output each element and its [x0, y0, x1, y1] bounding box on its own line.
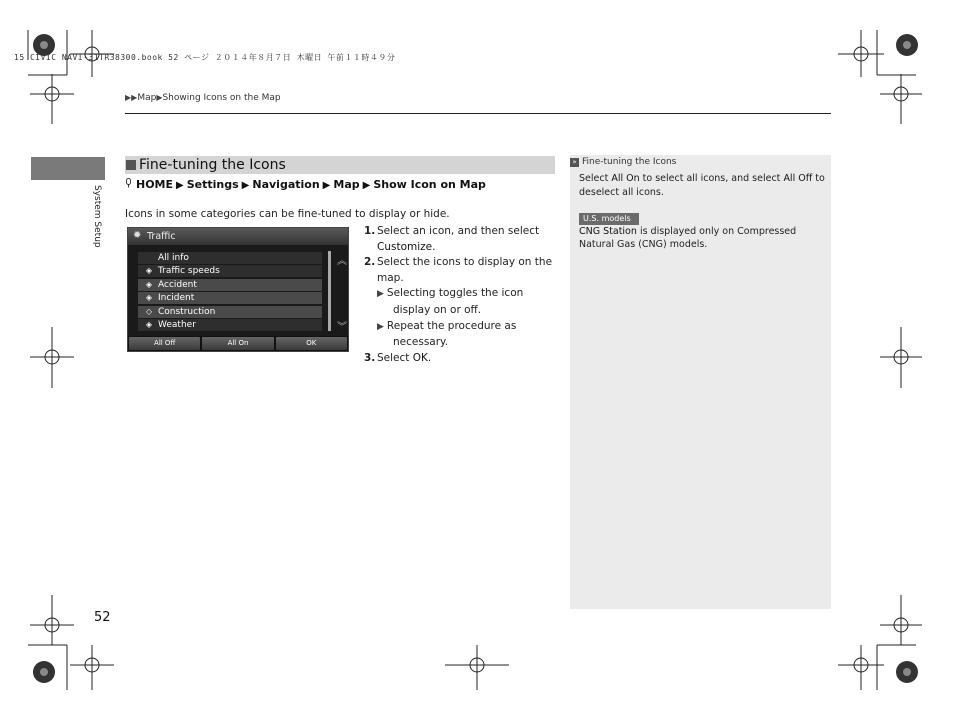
- nav-navigation: Navigation: [252, 178, 320, 191]
- side-note: [570, 155, 831, 609]
- list-item-construction[interactable]: ◇ Construction: [138, 306, 322, 318]
- scrollbar[interactable]: [328, 251, 331, 331]
- intro-text: Icons in some categories can be fine-tuned to display or hide.: [125, 208, 450, 220]
- nav-separator-icon: ▶: [362, 180, 371, 191]
- diamond-icon: ◈: [145, 293, 153, 302]
- breadcrumb-separator-icon: ▶: [156, 93, 163, 102]
- gear-icon: ✹: [133, 230, 142, 241]
- note-paragraph-1: Select All On to select all icons, and select All Off to deselect all icons.: [579, 173, 825, 198]
- all-on-button[interactable]: All On: [202, 337, 273, 350]
- customize-value: Customize: [377, 240, 433, 253]
- step-2-sub-1: ▶ Selecting toggles the icon: [377, 287, 524, 300]
- section-title: Fine-tuning the Icons: [139, 157, 286, 173]
- step-1: 1. Select an icon, and then select: [364, 225, 540, 237]
- square-icon: [126, 160, 136, 170]
- nav-path: [125, 178, 486, 191]
- side-label: System Setup: [92, 185, 102, 248]
- section-heading: [125, 156, 555, 174]
- voice-command-icon: [125, 178, 132, 191]
- nav-separator-icon: ▶: [176, 180, 184, 191]
- list-item-accident[interactable]: ◈ Accident: [138, 279, 322, 291]
- nav-separator-icon: ▶: [322, 180, 331, 191]
- step-3: 3. Select OK.: [364, 351, 432, 364]
- screen-header: [128, 228, 348, 245]
- scroll-down-icon[interactable]: ︾: [337, 322, 347, 333]
- nav-show-icon: Show Icon on Map: [373, 178, 486, 191]
- breadcrumb-arrows: ▶▶: [125, 93, 138, 102]
- step-2: 2. Select the icons to display on the: [364, 256, 553, 269]
- breadcrumb: [125, 93, 281, 103]
- scroll-up-icon[interactable]: ︽: [337, 256, 347, 267]
- breadcrumb-item-map[interactable]: Map: [137, 93, 157, 103]
- diamond-icon: ◈: [145, 320, 153, 329]
- sub-bullet-icon: ▶: [377, 321, 384, 332]
- list-item-weather[interactable]: ◈ Weather: [138, 319, 322, 331]
- list-item-incident[interactable]: ◈ Incident: [138, 292, 322, 304]
- nav-settings: Settings: [186, 178, 239, 191]
- note-icon: »: [570, 158, 579, 167]
- nav-separator-icon: ▶: [241, 180, 250, 191]
- nav-map: Map: [333, 178, 360, 191]
- note-heading: » Fine-tuning the Icons: [570, 157, 676, 167]
- diamond-icon: ◈: [145, 280, 153, 289]
- print-header: 15 CIVIC NAVI-31TR38300.book 52 ページ ２０１４年８月７日 木曜日 午前１１時４９分: [14, 53, 396, 62]
- side-tab: [31, 157, 105, 180]
- screen-title: Traffic: [147, 231, 176, 242]
- note-paragraph-2: CNG Station is displayed only on Compressed Natural Gas (CNG) models.: [579, 226, 797, 250]
- all-off-button[interactable]: All Off: [129, 337, 200, 350]
- nav-home: HOME: [136, 178, 174, 191]
- steps-list: 1. Select an icon, and then select Customize. 2. Select the icons to display on the map. ▶ Selecting toggles the icon display on or off. ▶ Repeat the procedure as necessary. 3. Select OK.: [364, 224, 554, 366]
- top-rule: [125, 113, 831, 114]
- construction-icon: ◇: [145, 307, 153, 316]
- step-2-sub-2: ▶ Repeat the procedure as: [377, 319, 517, 332]
- page-number: 52: [94, 610, 111, 625]
- breadcrumb-item-showing-icons[interactable]: Showing Icons on the Map: [162, 93, 281, 103]
- sub-bullet-icon: ▶: [377, 289, 384, 300]
- list-item-all-info[interactable]: All info: [138, 252, 322, 264]
- diamond-icon: ◈: [145, 266, 153, 275]
- screen-footer: [128, 336, 348, 351]
- ok-button[interactable]: OK: [276, 337, 347, 350]
- ok-value: OK: [412, 351, 428, 364]
- traffic-screen: [127, 227, 349, 352]
- us-models-badge: U.S. models: [579, 213, 639, 225]
- list-item-traffic-speeds[interactable]: ◈ Traffic speeds: [138, 265, 322, 277]
